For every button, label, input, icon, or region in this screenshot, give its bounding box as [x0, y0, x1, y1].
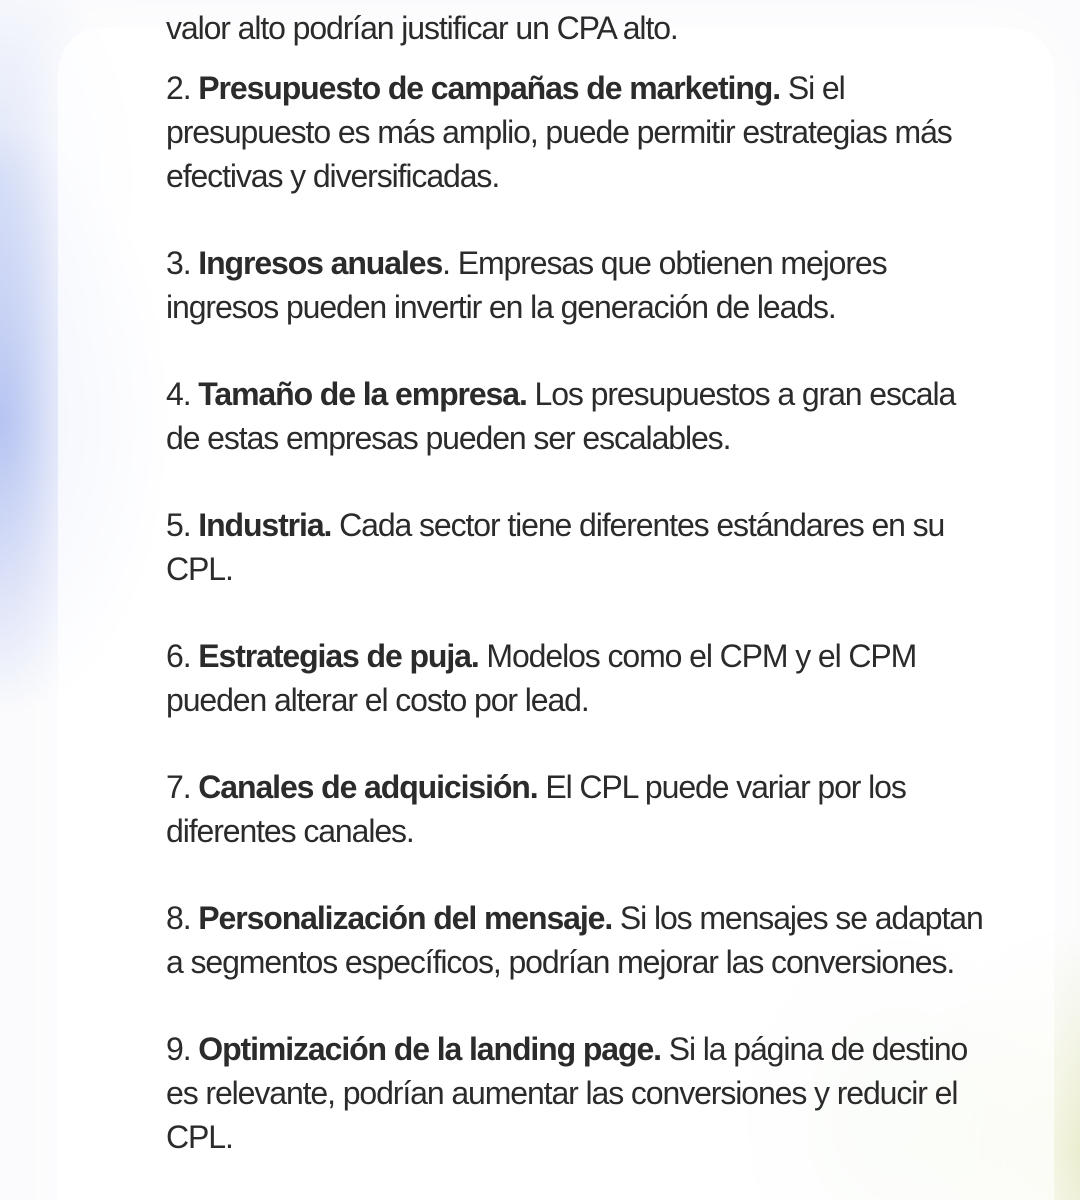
factor-number: 5.: [166, 507, 191, 543]
factor-item: [166, 896, 986, 984]
factor-text: Si la página de destino es relevante, podrían aumentar las conversiones y reducir el CPL.: [166, 1031, 968, 1155]
intro-fragment: valor alto podrían justificar un CPA alto.: [166, 10, 678, 46]
factor-item: [166, 372, 986, 460]
factor-item: [166, 634, 986, 722]
factor-number: 7.: [166, 769, 191, 805]
factor-text: Si el presupuesto es más amplio, puede permitir estrategias más efectivas y diversificadas.: [166, 70, 952, 194]
factor-number: 2.: [166, 70, 191, 106]
factor-text: Los presupuestos a gran escala de estas empresas pueden ser escalables.: [166, 376, 956, 456]
factor-title: Industria.: [198, 507, 332, 543]
factor-number: 3.: [166, 245, 191, 281]
factor-item: [166, 66, 986, 198]
factor-title: Optimización de la landing page.: [198, 1031, 661, 1067]
factors-list: [166, 66, 986, 1200]
factor-number: 6.: [166, 638, 191, 674]
factor-item: [166, 765, 986, 853]
factor-title: Ingresos anuales: [198, 245, 443, 281]
factor-text: El CPL puede variar por los diferentes canales.: [166, 769, 906, 849]
factor-item: [166, 241, 986, 329]
factor-title: Tamaño de la empresa.: [198, 376, 527, 412]
factor-item: [166, 503, 986, 591]
factor-text: . Empresas que obtienen mejores ingresos pueden invertir en la generación de leads.: [166, 245, 887, 325]
factor-text: Cada sector tiene diferentes estándares en su CPL.: [166, 507, 945, 587]
article-body: [166, 0, 986, 1200]
factor-title: Estrategias de puja.: [198, 638, 479, 674]
factor-number: 4.: [166, 376, 191, 412]
factor-item: [166, 1027, 986, 1159]
factor-title: Canales de adquicisión.: [198, 769, 538, 805]
factor-text: Si los mensajes se adaptan a segmentos específicos, podrían mejorar las conversiones.: [166, 900, 983, 980]
factor-text: Modelos como el CPM y el CPM pueden alterar el costo por lead.: [166, 638, 917, 718]
factor-title: Personalización del mensaje.: [198, 900, 613, 936]
factor-number: 8.: [166, 900, 191, 936]
factor-number: 9.: [166, 1031, 191, 1067]
factor-title: Presupuesto de campañas de marketing.: [198, 70, 781, 106]
